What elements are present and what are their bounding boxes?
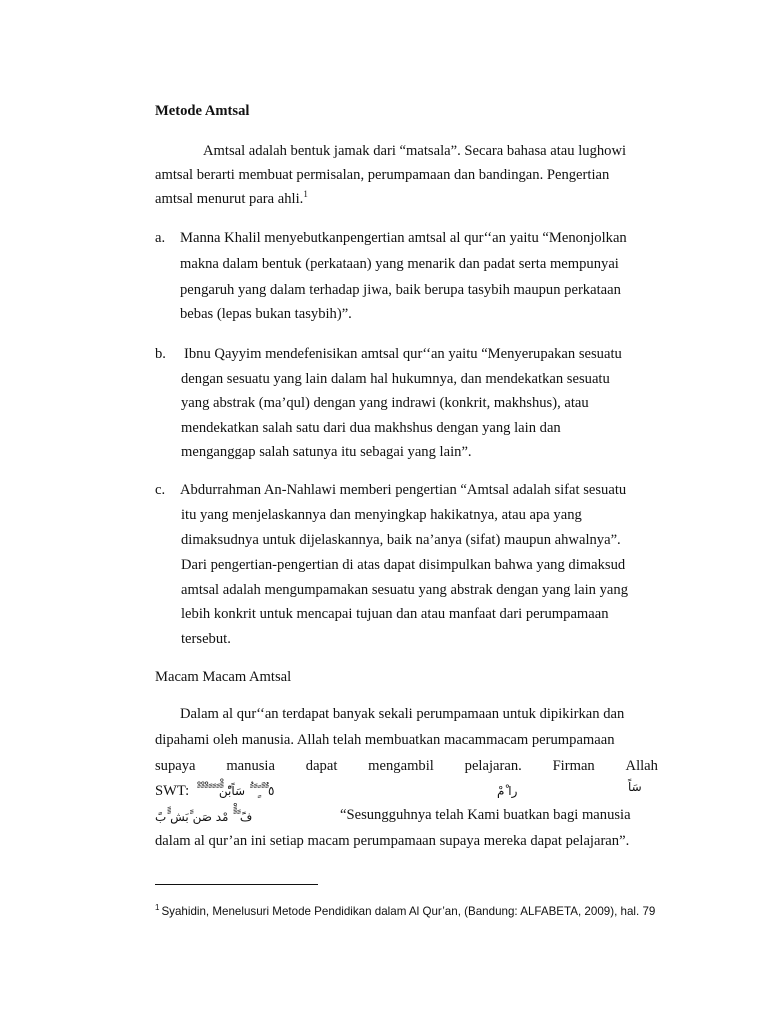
item-b-line: menganggap salah satunya itu sebagai yang lain”. [181,444,472,460]
word: pelajaran. [464,758,522,774]
footnote-divider [155,884,318,885]
footnote-text: Syahidin, Menelusuri Metode Pendidikan dalam Al Qur’an, (Bandung: ALFABETA, 2009), hal. 79 [161,905,656,918]
arabic-verse-part-1: ًْ ًْ ًْ ًَ ًَ ًَ ًًْ٥ ًٌ ًً ًٍ ًَ ًُ سَاًبًْن [196,784,275,798]
item-b-line: mendekatkan salah satu dari dua makhshus dengan yang lain dan [181,420,561,436]
translation-line-1: “Sesungguhnya telah Kami buatkan bagi manusia [340,807,631,823]
item-c-line: Abdurrahman An-Nahlawi memberi pengertian “Amtsal adalah sifat sesuatu [180,482,627,498]
word: supaya [155,758,196,774]
footnote-reference: 1 [303,189,308,200]
translation-line-2: dalam al qur’an ini setiap macam perumpamaan supaya mereka dapat pelajaran”. [155,833,630,849]
item-c-line: dimaksudnya untuk dijelaskannya, baik na’anya (sifat) maupun ahwalnya”. [181,532,621,548]
macam-line-2: dipahami oleh manusia. Allah telah membuatkan macammacam perumpamaan [155,732,615,748]
item-a-line: pengaruh yang dalam terhadap jiwa, baik berupa tasybih maupun perkataan [180,282,621,298]
item-c-line: tersebut. [181,631,231,647]
macam-line-3 [155,757,658,775]
arabic-verse-part-2: را ْمْ [497,784,518,798]
intro-line-3-text: amtsal menurut para ahli. [155,191,304,207]
footnote-number: 1 [155,903,160,913]
intro-line-1: Amtsal adalah bentuk jamak dari “matsala”. Secara bahasa atau lughowi [203,143,627,159]
swt-label: SWT: [155,783,190,799]
macam-line-1: Dalam al qur‘‘an terdapat banyak sekali perumpamaan untuk dipikirkan dan [180,706,625,722]
word: dapat [305,758,338,774]
item-c-line: Dari pengertian-pengertian di atas dapat disimpulkan bahwa yang dimaksud [181,557,626,573]
item-b-marker: b. [155,346,166,362]
word: manusia [226,758,275,774]
intro-line-3 [155,190,308,208]
item-c-marker: c. [155,482,166,498]
item-b-line: dengan sesuatu yang lain dalam hal hukumnya, dan mendekatkan sesuatu [181,371,610,387]
word: Firman [552,758,595,774]
item-a-line: makna dalam bentuk (perkataan) yang menarik dan padat serta mempunyai [180,256,619,272]
item-c-line: amtsal adalah mengumpamakan sesuatu yang abstrak dengan yang lain yang [181,582,628,598]
item-a-line: bebas (lepas bukan tasybih)”. [180,306,352,322]
item-a-marker: a. [155,230,166,246]
item-b-line: Ibnu Qayyim mendefenisikan amtsal qur‘‘an yaitu “Menyerupakan sesuatu [184,346,622,362]
subheading: Macam Macam Amtsal [155,669,292,685]
section-heading: Metode Amtsal [155,103,250,119]
word: mengambil [368,758,434,774]
item-b-line: yang abstrak (ma’qul) dengan yang indrawi (konkrit, makhshus), atau [181,395,589,411]
arabic-verse-part-4: فًَ ًَ ًًَْ مْد صَن ًَبَش ًًَبًَ [155,810,253,824]
arabic-verse-part-3: سَاً [628,780,642,794]
item-a-line: Manna Khalil menyebutkanpengertian amtsal al qur‘‘an yaitu “Menonjolkan [180,230,627,246]
footnote [155,905,655,919]
intro-line-2: amtsal berarti membuat permisalan, perumpamaan dan bandingan. Pengertian [155,167,610,183]
word: Allah [625,758,658,774]
item-c-line: itu yang menjelaskannya dan menyingkap hakikatnya, atau apa yang [181,507,582,523]
item-c-line: lebih konkrit untuk mencapai tujuan dan atau manfaat dari perumpamaan [181,606,609,622]
